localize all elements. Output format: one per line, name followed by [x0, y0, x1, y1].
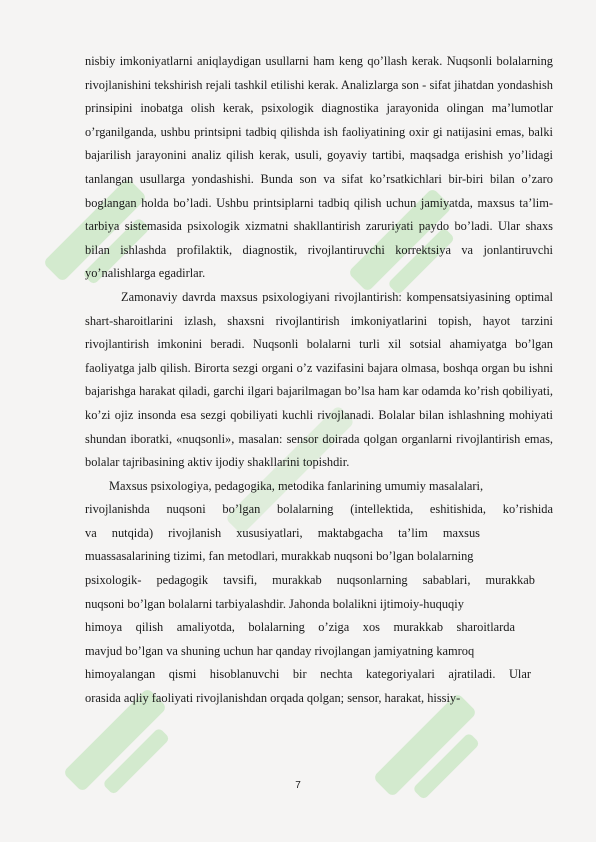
document-page — [85, 50, 553, 711]
paragraph-3 — [85, 475, 553, 711]
paragraph-3-line: mavjud bo’lgan va shuning uchun har qanday rivojlangan jamiyatning kamroq — [85, 643, 475, 658]
paragraph-3-line: psixologik- pedagogik tavsifi, murakkab nuqsonlarning sabablari, murakkab — [85, 573, 535, 588]
paragraph-3-line: nuqsoni bo’lgan bolalarni tarbiyalashdir. Jahonda bolalikni ijtimoiy-huquqiy — [85, 596, 464, 611]
paragraph-3-line: va nutqida) rivojlanish xususiyatlari, maktabgacha ta’lim maxsus — [85, 525, 480, 540]
paragraph-3-line: himoya qilish amaliyotda, bolalarning o’ziga xos murakkab sharoitlarda — [85, 620, 515, 635]
paragraph-3-line: muassasalarining tizimi, fan metodlari, murakkab nuqsoni bo’lgan bolalarning — [85, 549, 474, 564]
paragraph-2: Zamonaviy davrda maxsus psixologiyani rivojlantirish: kompensatsiyasining optimal shart-sharoitlarini izlash, shaxsni rivojlantirish imkoniyatlarini topish, hayot tarzini rivojlantirish imkonini beradi. Nuqsonli bolalarni turli xil sotsial ahamiyatga bo’lgan faoliyatga jalb qilish. Birorta sezgi organi o’z vazifasini bajara olmasa, boshqa organ bu ishni bajarishga harakat qiladi, garchi ilgari bajarilmagan bo’lsa ham kar odamda ko’rish qobiliyati, ko’zi ojiz insonda esa sezgi qobiliyati kuchli rivojlanadi. Bolalar bilan ishlashning mohiyati shundan iboratki, «nuqsonli», masalan: sensor doirada qolgan organlarni rivojlantirish emas, bolalar tajribasining aktiv ijodiy shakllarini topishdir. — [85, 289, 553, 470]
watermark-logo-bottom-right — [373, 693, 495, 815]
paragraph-3-line: rivojlanishda nuqsoni bo’lgan bolalarning (intellektida, eshitishida, ko’rishida — [85, 502, 553, 517]
page-number: 7 — [295, 780, 301, 791]
paragraph-1: nisbiy imkoniyatlarni aniqlaydigan usullarni ham keng qo’llash kerak. Nuqsonli bolalarning rivojlanishini tekshirish rejali tashkil etilishi kerak. Analizlarga son - sifat jihatdan yondashish prinsipini inobatga olish kerak, psixologik diagnostika jarayonida olingan ma’lumotlar o’rganilganda, ushbu printsipni tadbiq qilishda ish faoliyatining oxir gi natijasini emas, balki bajarilish jarayonini analiz qilish kerak, usuli, goyaviy tartibi, maqsadga erishish yo’lidagi tanlangan usullarga yondashishi. Bunda son va sifat ko’rsatkichlari bir-biri bilan o’zaro boglangan holda bo’ladi. Ushbu printsiplarni tadbiq qilish uchun jamiyatda, maxsus ta’lim-tarbiya sistemasida psixologik xizmatni shakllantirish zaruriyati paydo bo’ladi. Ular shaxs bilan ishlashda profilaktik, diagnostik, rivojlantiruvchi korrektsiya va jonlantiruvchi yo’nalishlarga egadirlar. — [85, 54, 553, 281]
paragraph-3-line: orasida aqliy faoliyati rivojlanishdan orqada qolgan; sensor, harakat, hissiy- — [85, 691, 461, 706]
paragraph-3-line: Maxsus psixologiya, pedagogika, metodika fanlarining umumiy masalalari, — [109, 478, 484, 493]
paragraph-3-line: himoyalangan qismi hisoblanuvchi bir nechta kategoriyalari ajratiladi. Ular — [85, 667, 531, 682]
